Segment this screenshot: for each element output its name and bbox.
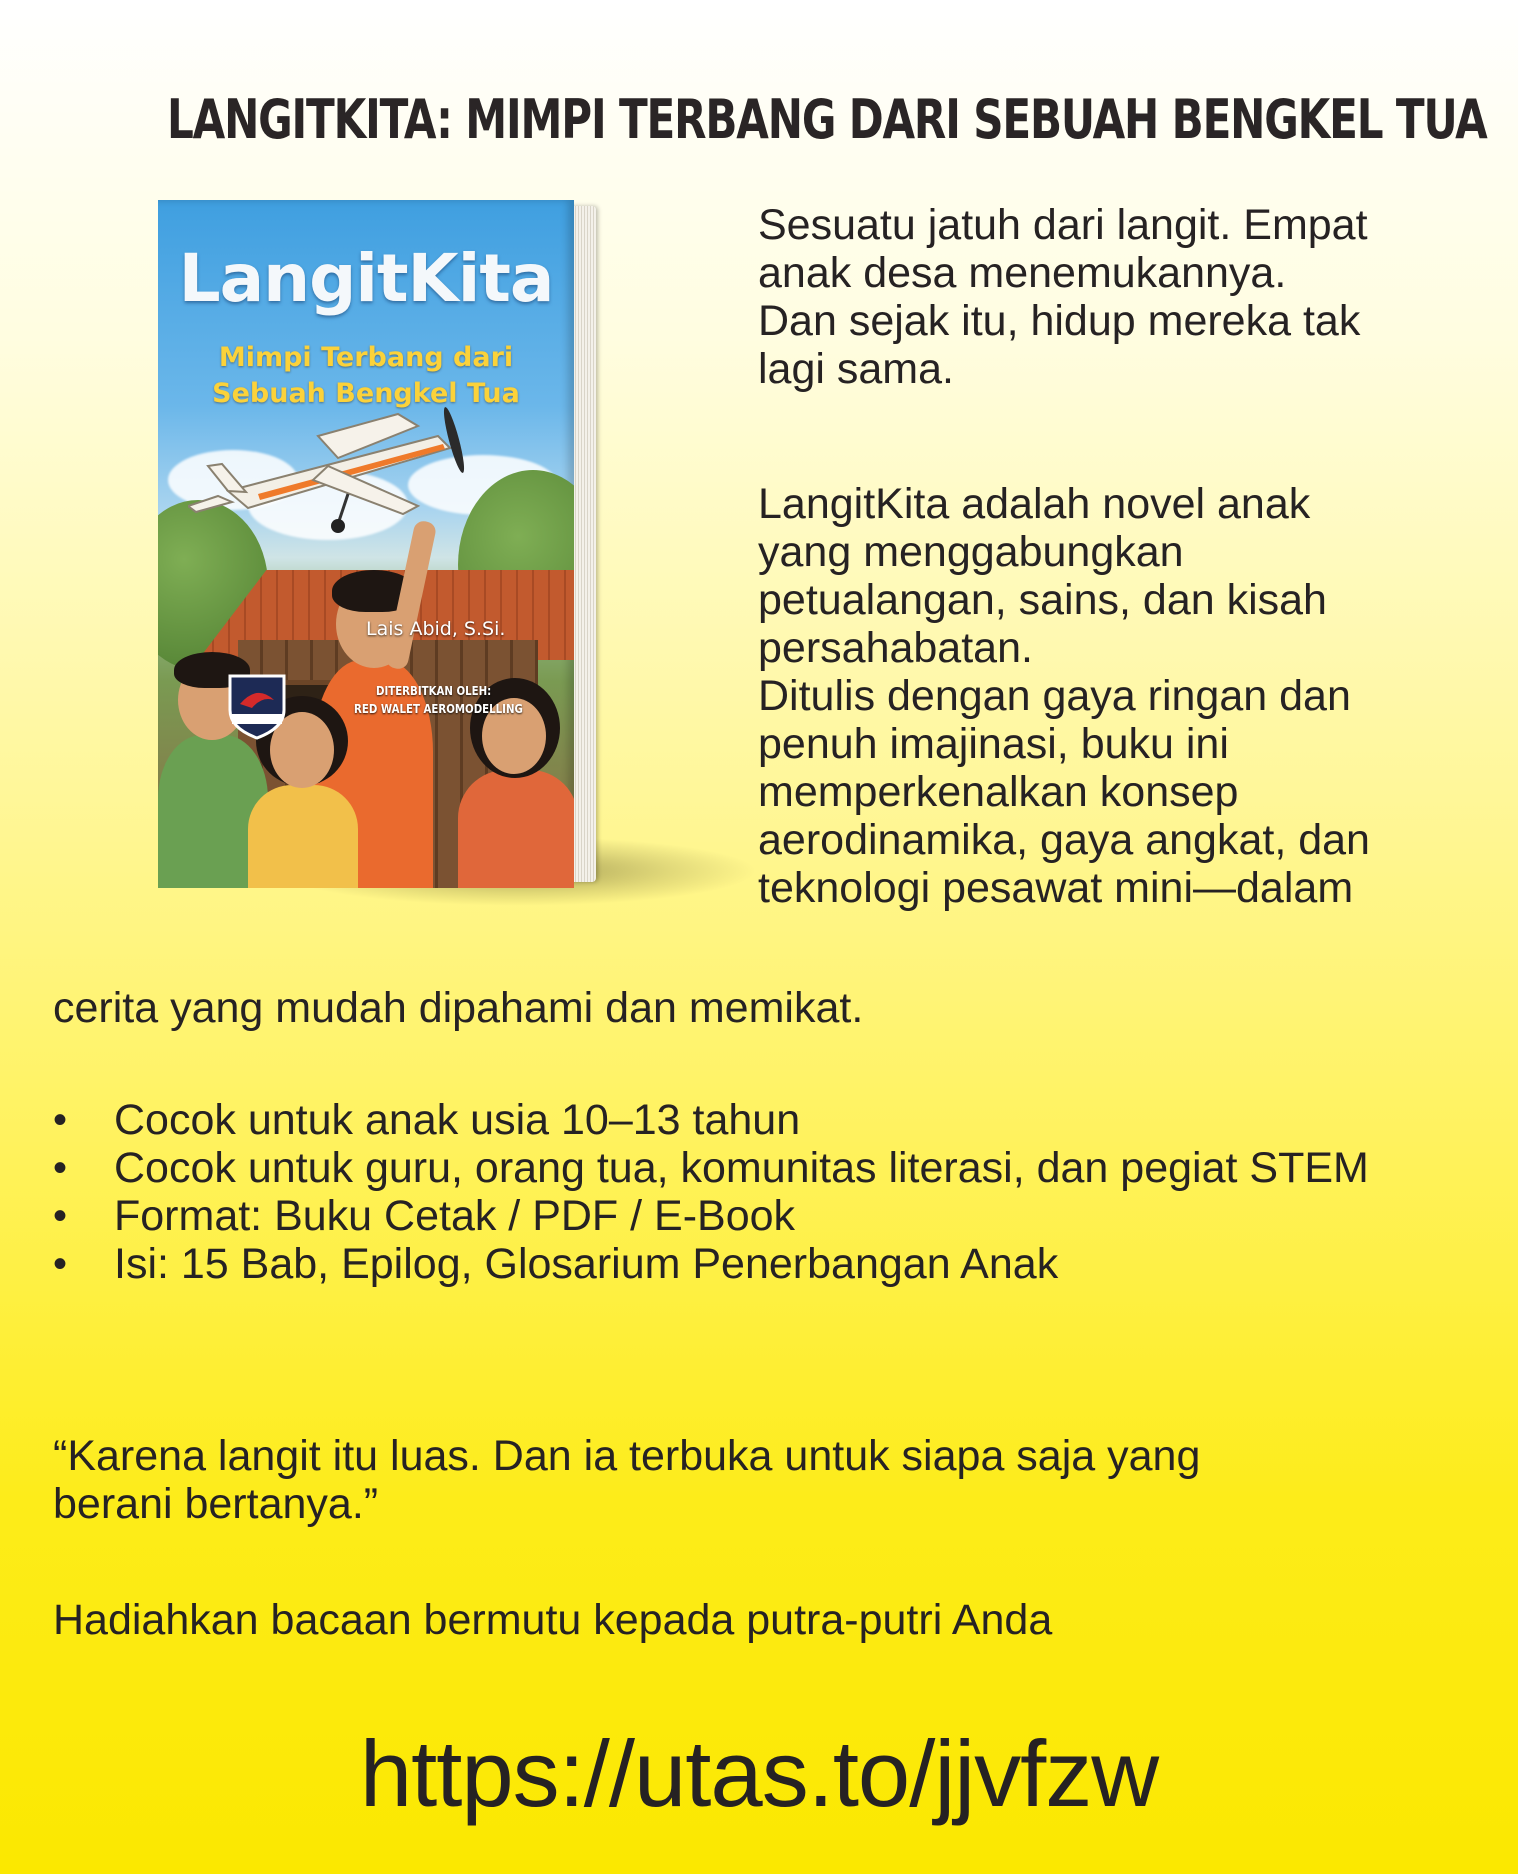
description-line: penuh imajinasi, buku ini [758,720,1229,768]
cover-subtitle-line: Sebuah Bengkel Tua [212,378,520,409]
description-line: memperkenalkan konsep [758,768,1239,816]
feature-item [53,1240,1504,1288]
page-headline: LANGITKITA: MIMPI TERBANG DARI SEBUAH BENGKEL TUA [166,88,1487,151]
lead-paragraph [758,201,1498,393]
purchase-link[interactable]: https://utas.to/jjvfzw [359,1721,1159,1826]
bullet-symbol: • [53,1098,68,1142]
feature-text: Cocok untuk anak usia 10–13 tahun [114,1096,801,1144]
quote-line: berani bertanya.” [53,1480,379,1528]
book-cover [158,200,574,888]
lead-line: anak desa menemukannya. [758,249,1287,297]
bullet-symbol: • [53,1194,68,1238]
lead-line: Dan sejak itu, hidup mereka tak [758,297,1361,345]
lead-line: Sesuatu jatuh dari langit. Empat [758,201,1368,249]
cover-author: Lais Abid, S.Si. [366,618,506,640]
bullet-symbol: • [53,1146,68,1190]
description-line: aerodinamika, gaya angkat, dan [758,816,1370,864]
feature-text: Cocok untuk guru, orang tua, komunitas literasi, dan pegiat STEM [114,1144,1369,1192]
description-line: petualangan, sains, dan kisah [758,576,1327,624]
description-paragraph [758,480,1370,912]
bullet-symbol: • [53,1242,68,1286]
publisher-logo [222,670,292,740]
book-mockup [158,200,602,888]
gift-callout: Hadiahkan bacaan bermutu kepada putra-putri Anda [53,1596,1053,1644]
feature-item [53,1144,1504,1192]
cover-publisher-label: DITERBITKAN OLEH: [376,684,492,698]
quote [53,1432,1200,1528]
feature-text: Format: Buku Cetak / PDF / E-Book [114,1192,796,1240]
description-line: persahabatan. [758,624,1033,672]
feature-item [53,1096,1504,1144]
feature-text: Isi: 15 Bab, Epilog, Glosarium Penerbangan Anak [114,1240,1059,1288]
feature-list [53,1096,1504,1288]
lead-line: lagi sama. [758,345,954,393]
model-airplane-illustration [188,396,488,546]
cover-subtitle-line: Mimpi Terbang dari [218,342,514,373]
cover-subtitle [158,340,574,412]
quote-line: “Karena langit itu luas. Dan ia terbuka untuk siapa saja yang [53,1432,1201,1480]
feature-item [53,1192,1504,1240]
description-line: yang menggabungkan [758,528,1184,576]
description-line: LangitKita adalah novel anak [758,480,1311,528]
description-line: teknologi pesawat mini—dalam [758,864,1354,912]
description-line: Ditulis dengan gaya ringan dan [758,672,1351,720]
cover-title: LangitKita [178,240,554,317]
description-tail: cerita yang mudah dipahami dan memikat. [53,984,864,1032]
cover-publisher-name: RED WALET AEROMODELLING [354,702,523,716]
